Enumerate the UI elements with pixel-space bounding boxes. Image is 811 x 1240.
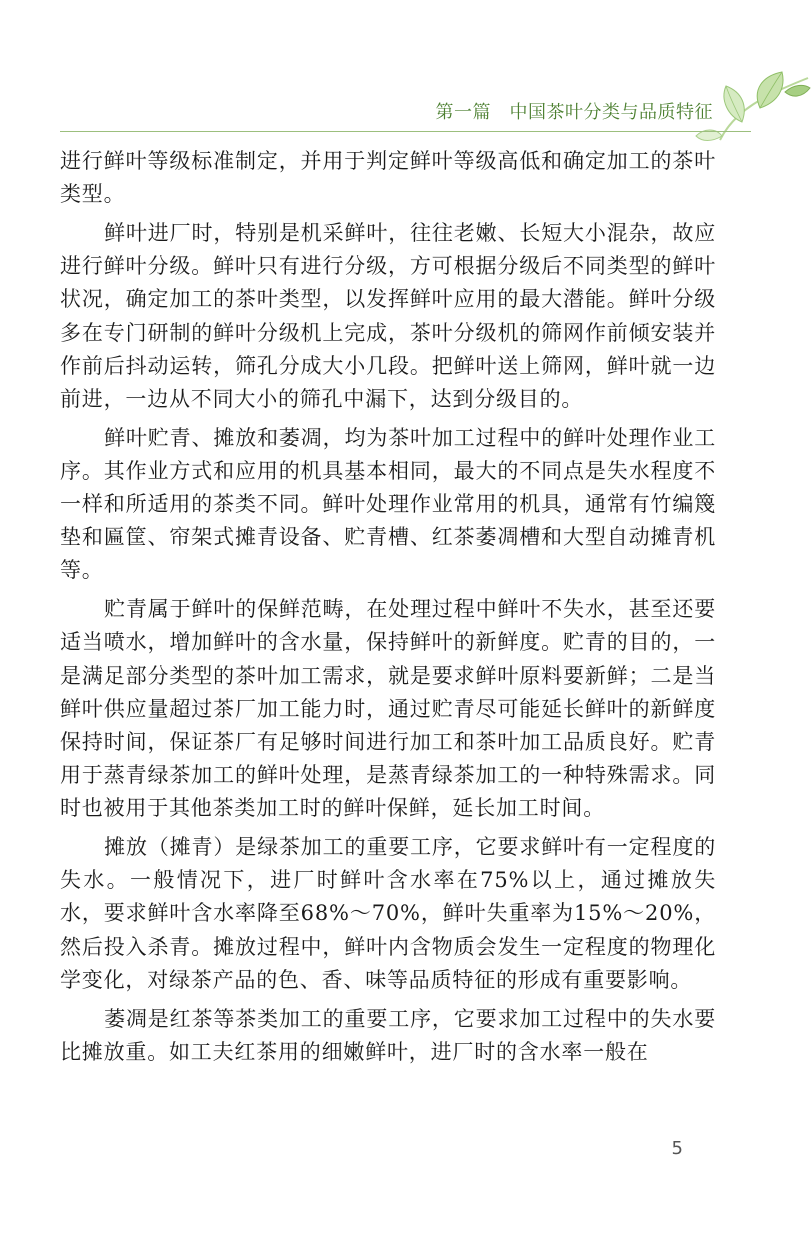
page-number: 5 (671, 1138, 683, 1159)
paragraph: 鲜叶贮青、摊放和萎凋，均为茶叶加工过程中的鲜叶处理作业工序。其作业方式和应用的机具基本相同，最大的不同点是失水程度不一样和所适用的茶类不同。鲜叶处理作业常用的机具，通常有竹编篾垫和匾筐、帘架式摊青设备、贮青槽、红茶萎凋槽和大型自动摊青机等。 (60, 425, 716, 583)
paragraph: 进行鲜叶等级标准制定，并用于判定鲜叶等级高低和确定加工的茶叶类型。 (60, 149, 716, 207)
paragraph: 萎凋是红茶等茶类加工的重要工序，它要求加工过程中的失水要比摊放重。如工夫红茶用的细嫩鲜叶，进厂时的含水率一般在 (60, 1006, 716, 1064)
body-text (60, 145, 716, 1074)
paragraph: 摊放（摊青）是绿茶加工的重要工序，它要求鲜叶有一定程度的失水。一般情况下，进厂时鲜叶含水率在75%以上，通过摊放失水，要求鲜叶含水率降至68%～70%，鲜叶失重率为15%～20%，然后投入杀青。摊放过程中，鲜叶内含物质会发生一定程度的物理化学变化，对绿茶产品的色、香、味等品质特征的形成有重要影响。 (60, 835, 716, 992)
paragraph: 贮青属于鲜叶的保鲜范畴，在处理过程中鲜叶不失水，甚至还要适当喷水，增加鲜叶的含水量，保持鲜叶的新鲜度。贮青的目的，一是满足部分类型的茶叶加工需求，就是要求鲜叶原料要新鲜；二是当鲜叶供应量超过茶厂加工能力时，通过贮青尽可能延长鲜叶的新鲜度保持时间，保证茶厂有足够时间进行加工和茶叶加工品质良好。贮青用于蒸青绿茶加工的鲜叶处理，是蒸青绿茶加工的一种特殊需求。同时也被用于其他茶类加工时的鲜叶保鲜，延长加工时间。 (60, 597, 716, 821)
header-title: 第一篇 中国茶叶分类与品质特征 (435, 102, 713, 123)
header-divider (60, 131, 751, 132)
paragraph: 鲜叶进厂时，特别是机采鲜叶，往往老嫩、长短大小混杂，故应进行鲜叶分级。鲜叶只有进行分级，方可根据分级后不同类型的鲜叶状况，确定加工的茶叶类型，以发挥鲜叶应用的最大潜能。鲜叶分级多在专门研制的鲜叶分级机上完成，茶叶分级机的筛网作前倾安装并作前后抖动运转，筛孔分成大小几段。把鲜叶送上筛网，鲜叶就一边前进，一边从不同大小的筛孔中漏下，达到分级目的。 (60, 220, 716, 411)
